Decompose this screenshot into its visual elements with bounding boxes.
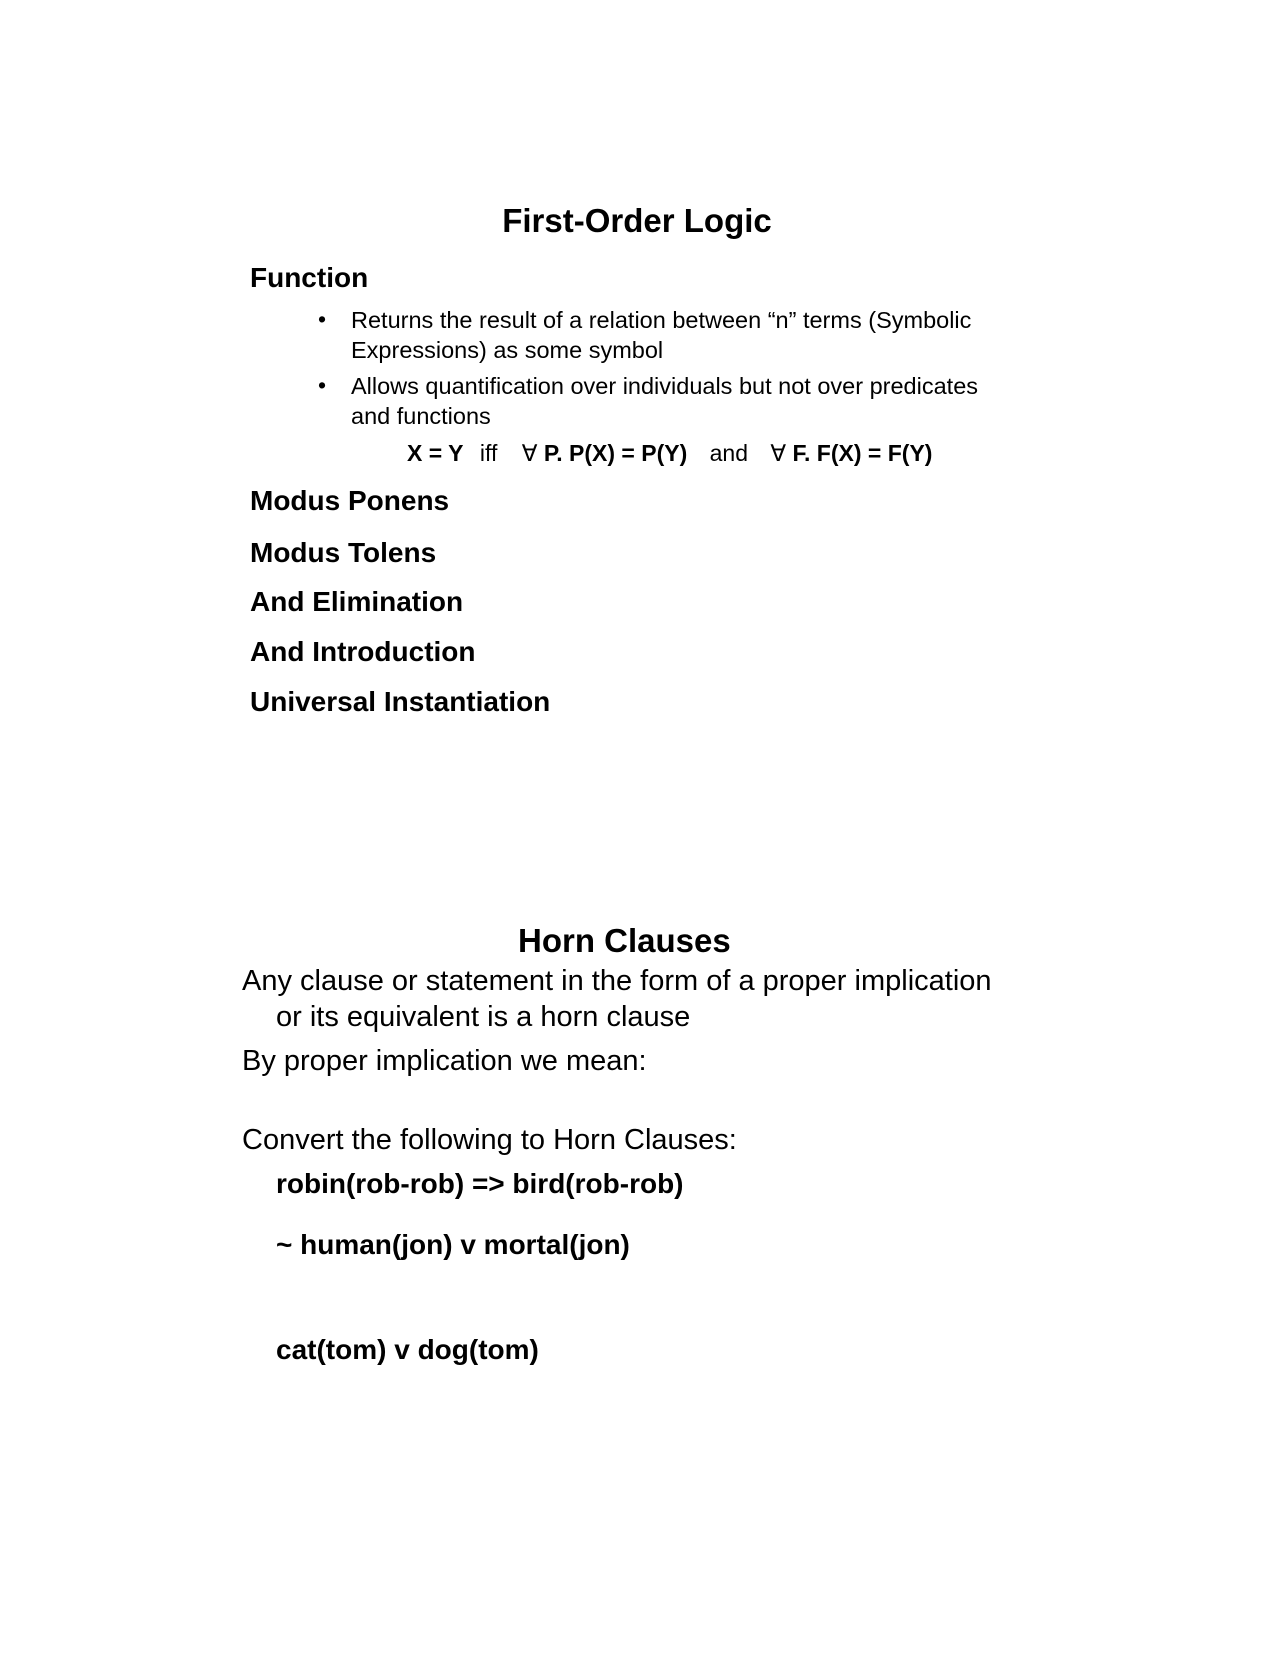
heading-and-elimination: And Elimination bbox=[250, 586, 464, 617]
bullet-icon: • bbox=[318, 372, 327, 398]
formula-lhs: X = Y bbox=[407, 440, 464, 466]
bullet-text bbox=[351, 305, 971, 365]
bullet-icon: • bbox=[318, 306, 327, 332]
bullet-line: Allows quantification over individuals but not over predicates bbox=[351, 373, 979, 399]
para1-line2: or its equivalent is a horn clause bbox=[276, 1001, 691, 1033]
example-3: cat(tom) v dog(tom) bbox=[276, 1334, 539, 1365]
forall-symbol: ∀ bbox=[521, 440, 538, 466]
formula-and: and bbox=[709, 440, 749, 466]
heading-modus-ponens: Modus Ponens bbox=[250, 485, 450, 516]
heading-and-introduction: And Introduction bbox=[250, 636, 476, 667]
formula-iff: iff bbox=[479, 440, 498, 466]
equality-formula bbox=[407, 440, 932, 467]
function-heading: Function bbox=[250, 262, 369, 293]
heading-modus-tolens: Modus Tolens bbox=[250, 537, 437, 568]
forall-symbol: ∀ bbox=[770, 440, 787, 466]
bullet-line: Returns the result of a relation between “n” terms (Symbolic bbox=[351, 307, 972, 333]
para3: Convert the following to Horn Clauses: bbox=[242, 1124, 737, 1156]
para1-line1: Any clause or statement in the form of a proper implication bbox=[242, 965, 992, 997]
para2: By proper implication we mean: bbox=[242, 1045, 647, 1077]
bullet-line: and functions bbox=[351, 403, 491, 429]
example-2: ~ human(jon) v mortal(jon) bbox=[276, 1229, 630, 1260]
horn-clauses-title: Horn Clauses bbox=[518, 922, 731, 959]
formula-part1: P. P(X) = P(Y) bbox=[543, 440, 688, 466]
formula-part2: F. F(X) = F(Y) bbox=[792, 440, 933, 466]
bullet-line: Expressions) as some symbol bbox=[351, 337, 664, 363]
page-title bbox=[0, 202, 1280, 240]
heading-universal-instantiation: Universal Instantiation bbox=[250, 686, 551, 717]
example-1: robin(rob-rob) => bird(rob-rob) bbox=[276, 1168, 684, 1199]
bullet-text bbox=[351, 371, 978, 431]
title-text: First-Order Logic bbox=[502, 202, 772, 239]
